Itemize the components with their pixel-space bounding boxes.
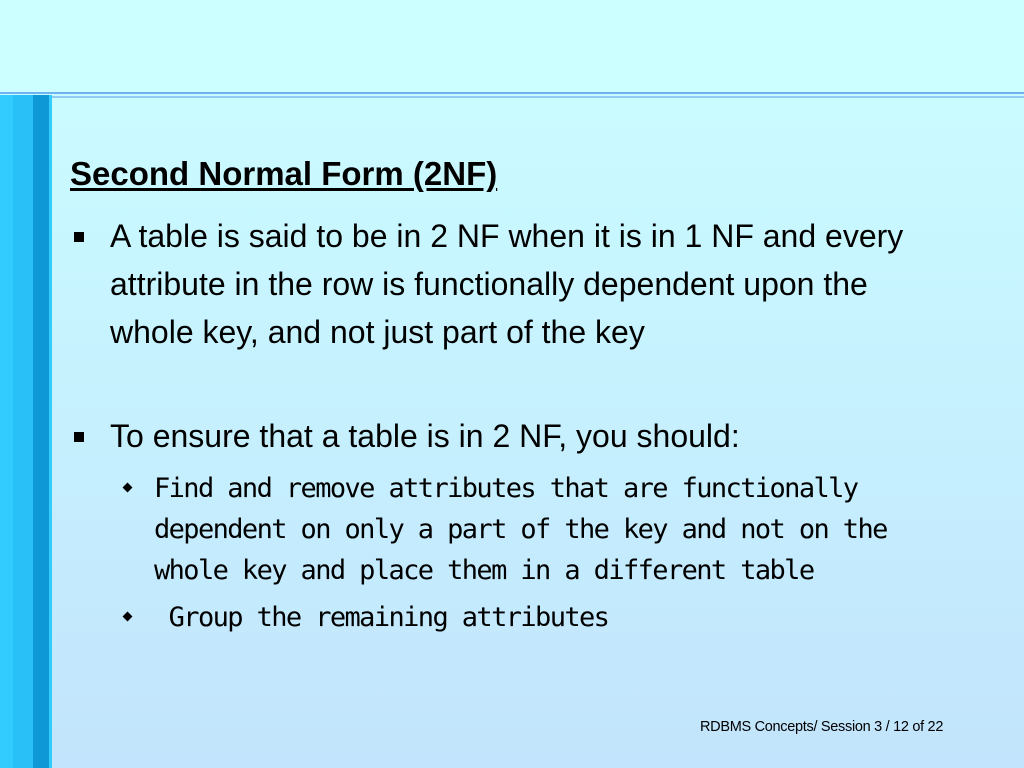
square-bullet-icon — [74, 232, 84, 242]
left-accent-bar-mid — [13, 95, 33, 768]
slide-footer: RDBMS Concepts/ Session 3 / 12 of 22 — [700, 719, 944, 735]
sub-bullet-text: Find and remove attributes that are functionally dependent on only a part of the key and not on the whole key and place them in a different table — [154, 473, 887, 586]
square-bullet-icon — [74, 432, 84, 442]
left-accent-bar-dark — [33, 95, 49, 768]
diamond-bullet-icon — [123, 483, 133, 493]
header-divider — [0, 92, 1024, 94]
slide-title: Second Normal Form (2NF) — [70, 155, 498, 192]
diamond-bullet-icon — [123, 612, 133, 622]
bullet-text: To ensure that a table is in 2 NF, you should: — [110, 418, 740, 454]
bullet-text: A table is said to be in 2 NF when it is in 1 NF and every attribute in the row is functionally dependent upon the whole key, and not just part of the key — [110, 218, 904, 350]
header-band — [0, 0, 1024, 92]
sub-bullet-text: Group the remaining attributes — [154, 602, 609, 633]
header-divider-secondary — [0, 96, 1024, 98]
